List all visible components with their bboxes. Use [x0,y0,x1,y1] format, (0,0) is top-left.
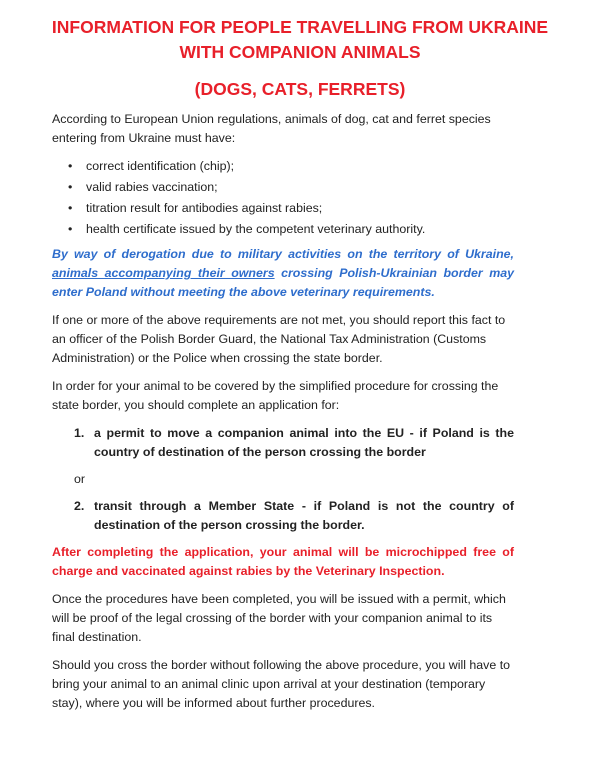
warning-paragraph: Should you cross the border without following the above procedure, you will have to bring your animal to an animal clinic upon arrival at your destination (temporary stay), where you will be informed about further procedures. [52,658,511,710]
derogation-text-start: By way of derogation due to military activities on the territory of Ukraine, [52,247,514,261]
requirement-item: • titration result for antibodies against rabies; [86,199,514,218]
document-subtitle: (DOGS, CATS, FERRETS) [194,79,406,99]
document-body [52,110,514,722]
option-text: a permit to move a companion animal into the EU - if Poland is the country of destination of the person crossing the border [94,426,514,459]
option-number: 1. [74,426,85,440]
report-paragraph: If one or more of the above requirements are not met, you should report this fact to an officer of the Polish Border Guard, the National Tax Administration (Customs Administration) or the Police when crossing the state border. [52,313,506,365]
requirement-item: • valid rabies vaccination; [86,178,514,197]
option-number: 2. [74,499,85,513]
requirements-list [52,157,514,239]
or-separator: or [74,472,86,486]
requirement-item: • health certificate issued by the competent veterinary authority. [86,220,514,239]
intro-paragraph: According to European Union regulations, animals of dog, cat and ferret species entering from Ukraine must have: [52,112,491,145]
option-item [74,497,514,535]
derogation-paragraph [52,245,514,302]
microchip-notice: After completing the application, your animal will be microchipped free of charge and vaccinated against rabies by the Veterinary Inspection. [52,545,514,578]
permit-paragraph: Once the procedures have been completed, you will be issued with a permit, which will be proof of the legal crossing of the border with your companion animal to its final destination. [52,592,506,644]
derogation-text-end: crossing Polish-Ukrainian border may enter Poland without meeting the above veterinary requirements. [52,266,514,299]
requirement-item: • correct identification (chip); [86,157,514,176]
option-text: transit through a Member State - if Poland is not the country of destination of the person crossing the border. [94,499,514,532]
derogation-underlined-text: animals accompanying their owners [52,266,275,280]
application-paragraph: In order for your animal to be covered by the simplified procedure for crossing the state border, you should complete an application for: [52,379,499,412]
document-title: INFORMATION FOR PEOPLE TRAVELLING FROM UKRAINE WITH COMPANION ANIMALS [51,17,549,62]
option-item [74,424,514,462]
